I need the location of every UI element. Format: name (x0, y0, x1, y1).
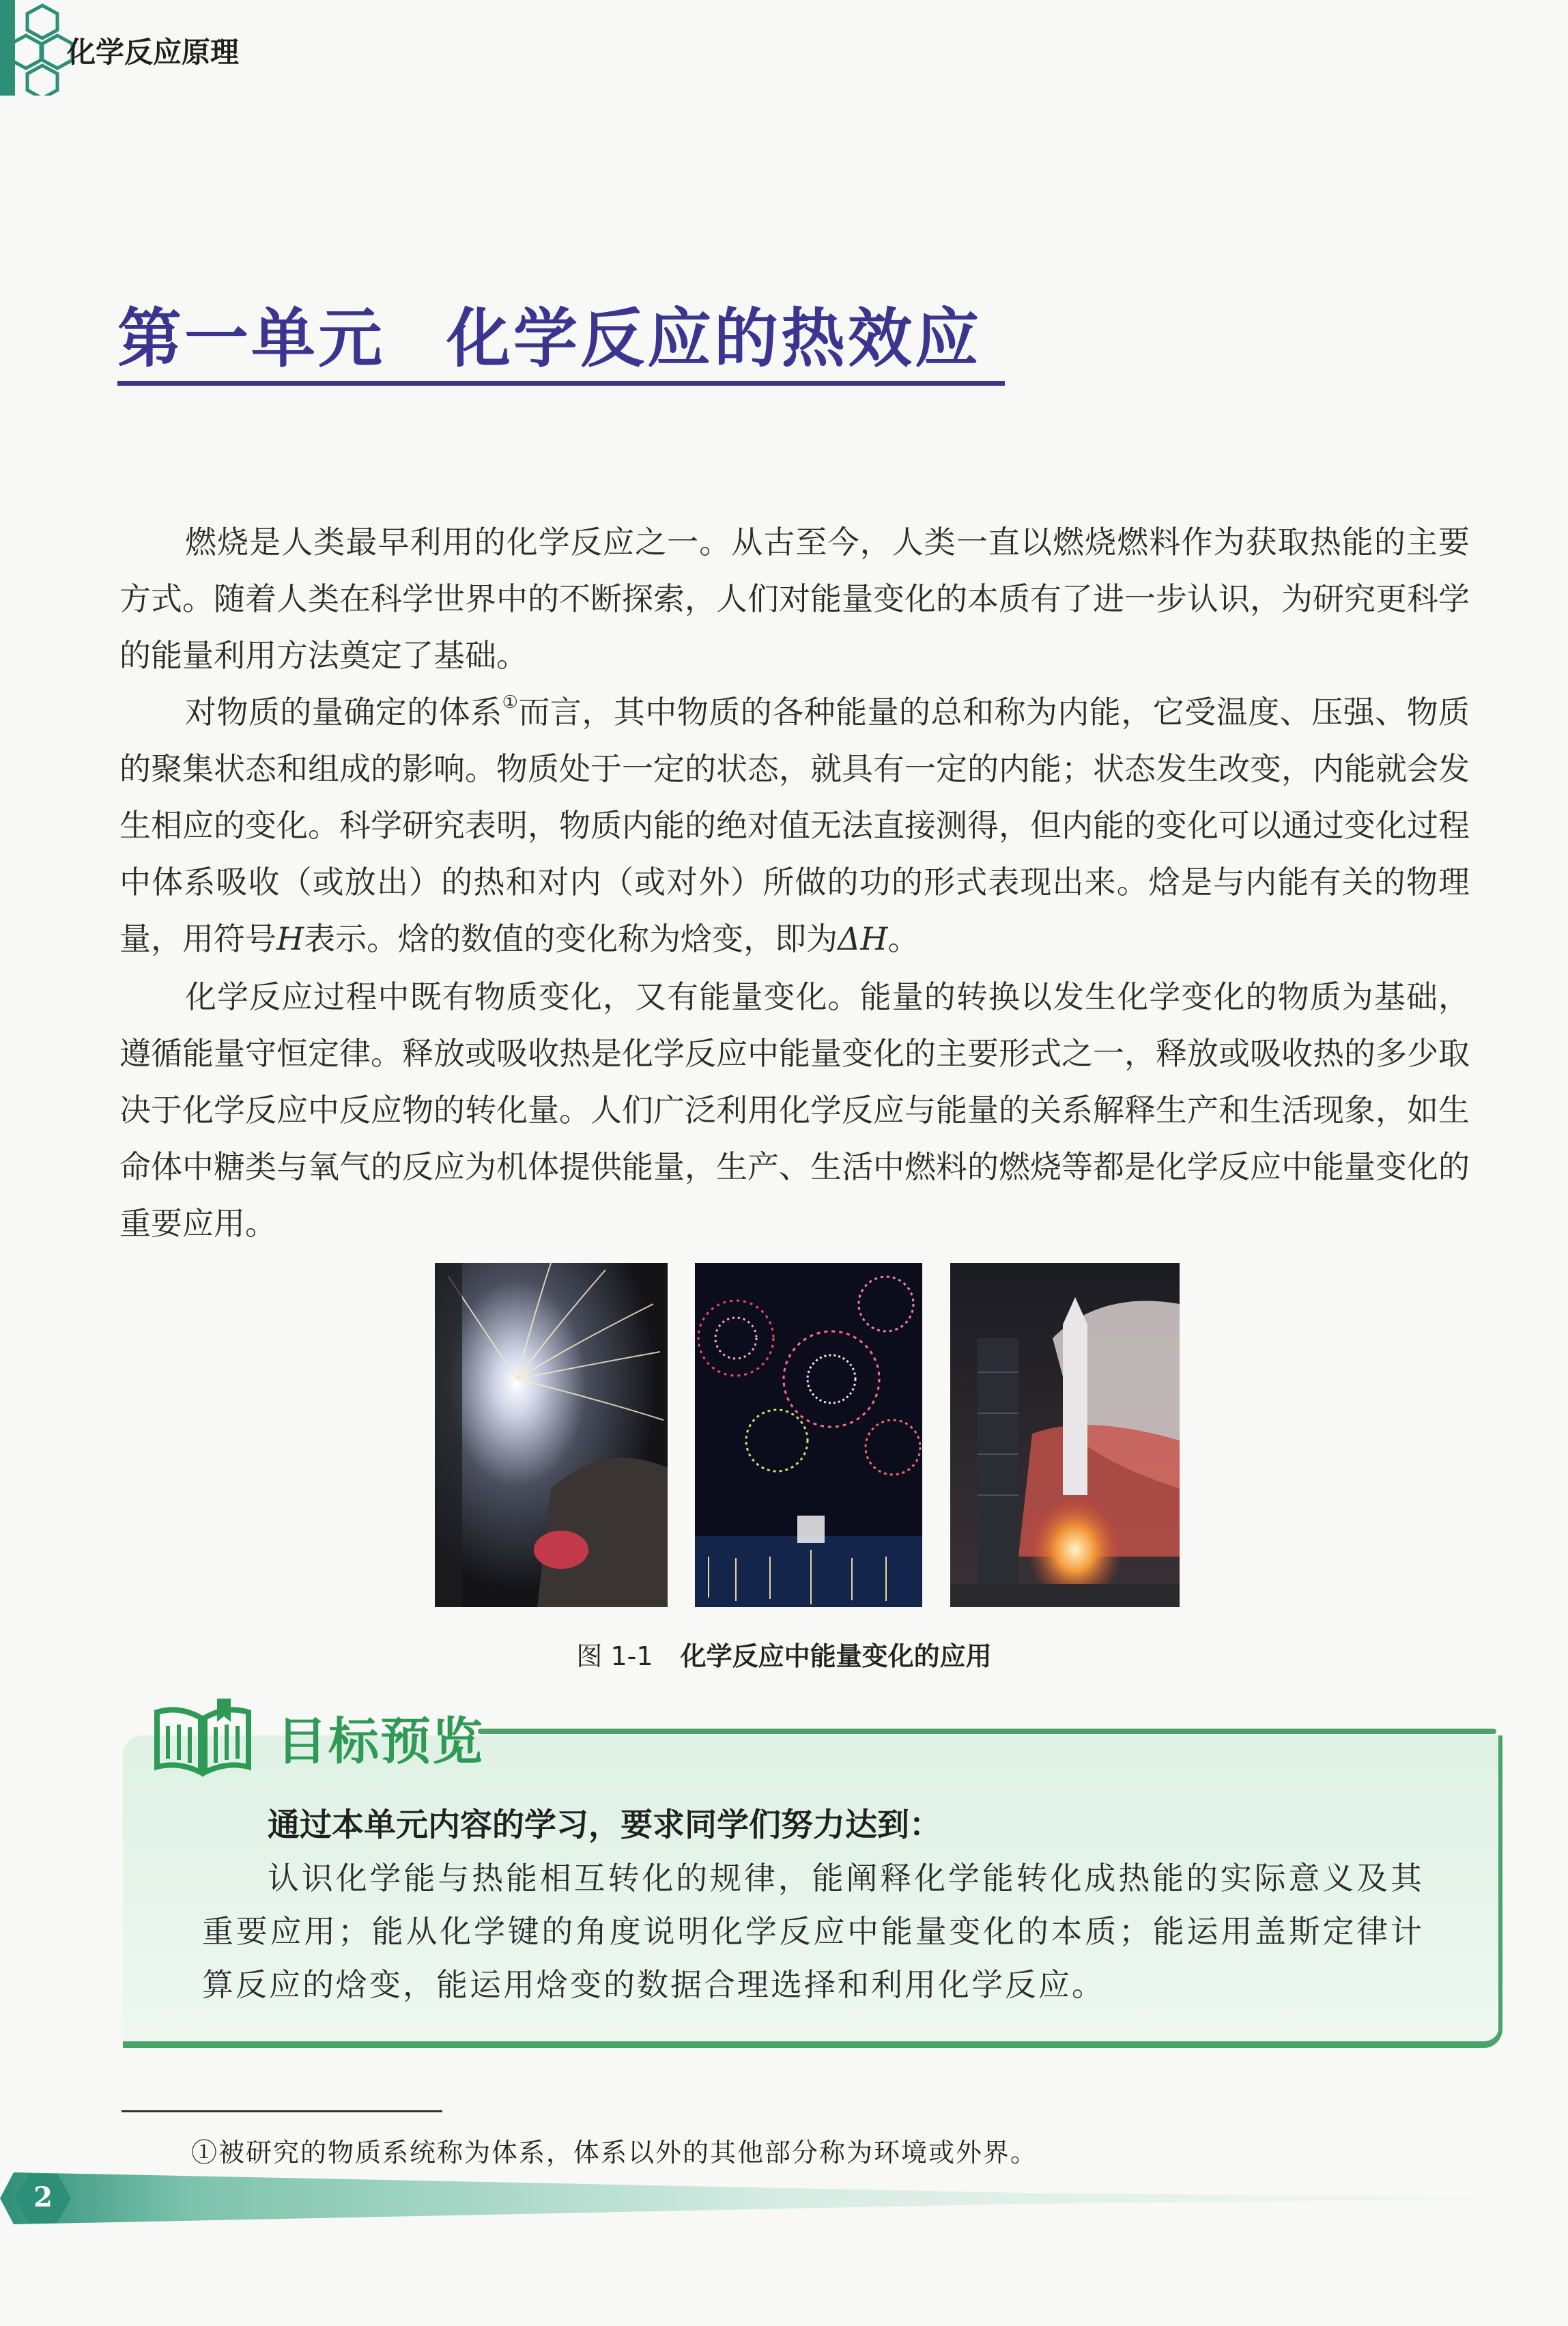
photo-fireworks (695, 1263, 922, 1607)
photo-welding (435, 1263, 668, 1607)
footnote-marker: ① (502, 692, 519, 713)
footnote: ①被研究的物质系统称为体系，体系以外的其他部分称为环境或外界。 (191, 2138, 1038, 2168)
goal-text: 认识化学能与热能相互转化的规律，能阐释化学能转化成热能的实际意义及其重要应用；能从化学键的角度说明化学反应中能量变化的本质；能运用盖斯定律计算反应的焓变，能运用焓变的数据合理选择和利用化学反应。 (202, 1860, 1424, 2003)
page-number: 2 (33, 2181, 53, 2213)
figure-number: 图 1-1 (576, 1641, 653, 1671)
figure-caption-text: 化学反应中能量变化的应用 (680, 1641, 992, 1671)
goal-title: 目标预览 (276, 1712, 484, 1771)
p2-text-d: 。 (887, 920, 920, 957)
footnote-rule (122, 2110, 442, 2112)
chapter-name: 化学反应的热效应 (446, 302, 982, 376)
delta-h-symbol: ΔH (838, 920, 888, 957)
goal-box-top-rule (478, 1729, 1496, 1734)
photo-rocket-launch (950, 1263, 1180, 1607)
p2-text-c: 表示。焓的数值的变化称为焓变，即为 (304, 920, 838, 957)
p2-text-b: 而言，其中物质的各种能量的总和称为内能，它受温度、压强、物质的聚集状态和组成的影响。物质处于一定的状态，就具有一定的内能；状态发生改变，内能就会发生相应的变化。科学研究表明，物质内能的绝对值无法直接测得，但内能的变化可以通过变化过程中体系吸收（或放出）的热和对内（或对外）所做的功的形式表现出来。焓是与内能有关的物理量，用符号 (119, 694, 1470, 957)
paragraph-energy-change: 化学反应过程中既有物质变化，又有能量变化。能量的转换以发生化学变化的物质为基础，遵循能量守恒定律。释放或吸收热是化学反应中能量变化的主要形式之一，释放或吸收热的多少取决于化学反应中反应物的转化量。人们广泛利用化学反应与能量的关系解释生产和生活现象，如生命体中糖类与氧气的反应为机体提供能量，生产、生活中燃料的燃烧等都是化学反应中能量变化的重要应用。 (119, 978, 1470, 1242)
hexagon-logo-icon (0, 0, 75, 96)
figure-caption (0, 1635, 1568, 1673)
book-title: 化学反应原理 (67, 36, 240, 69)
paragraph-combustion: 燃烧是人类最早利用的化学反应之一。从古至今，人类一直以燃烧燃料作为获取热能的主要方式。随着人类在科学世界中的不断探索，人们对能量变化的本质有了进一步认识，为研究更科学的能量利用方法奠定了基础。 (119, 524, 1470, 674)
goal-lead: 通过本单元内容的学习，要求同学们努力达到： (268, 1806, 941, 1844)
enthalpy-symbol: H (276, 920, 304, 957)
p2-text-a: 对物质的量确定的体系 (185, 694, 502, 731)
chapter-unit: 第一单元 (117, 302, 386, 376)
open-book-icon (152, 1699, 254, 1779)
paragraph-internal-energy (119, 684, 1470, 967)
chapter-title (117, 287, 982, 379)
title-underline (117, 381, 1005, 386)
page-number-bar (0, 2172, 1568, 2224)
